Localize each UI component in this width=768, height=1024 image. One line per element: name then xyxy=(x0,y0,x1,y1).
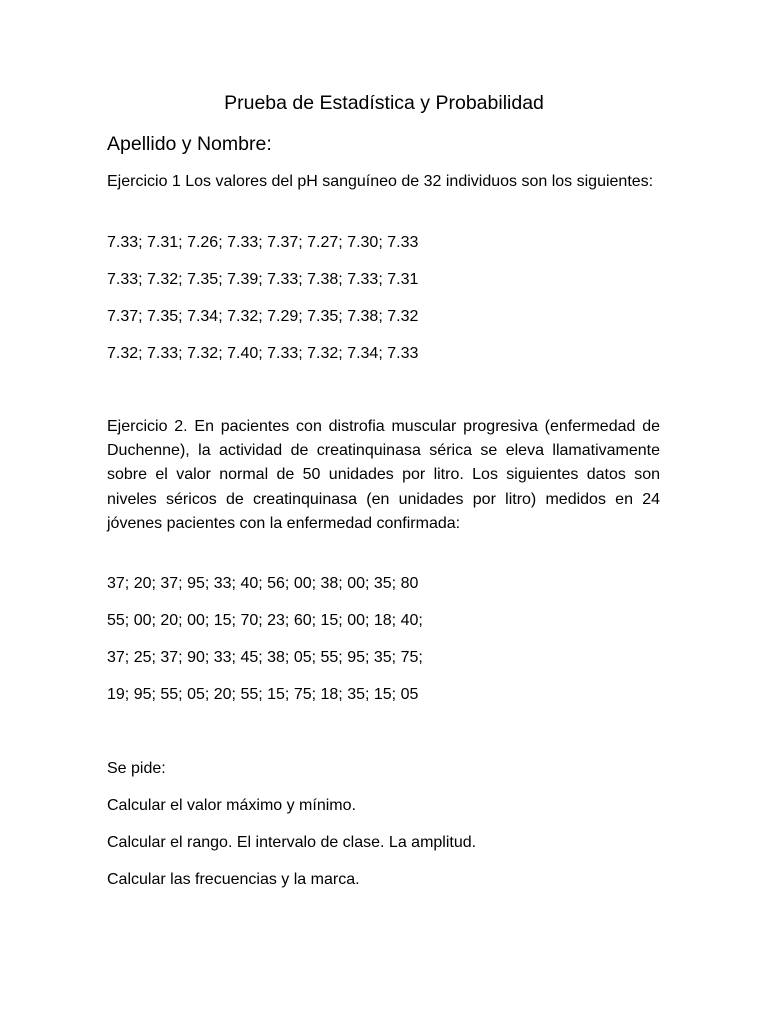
name-field-label: Apellido y Nombre: xyxy=(107,133,272,155)
document-title: Prueba de Estadística y Probabilidad xyxy=(224,92,544,114)
task-item-2: Calcular el rango. El intervalo de clase. La amplitud. xyxy=(107,834,477,851)
exercise2-data-row-1: 37; 20; 37; 95; 33; 40; 56; 00; 38; 00; 35; 80 xyxy=(107,575,419,592)
exercise1-data-row-1: 7.33; 7.31; 7.26; 7.33; 7.37; 7.27; 7.30; 7.33 xyxy=(107,234,419,251)
exercise1-data-row-2: 7.33; 7.32; 7.35; 7.39; 7.33; 7.38; 7.33; 7.31 xyxy=(107,271,419,288)
exercise2-data-row-2: 55; 00; 20; 00; 15; 70; 23; 60; 15; 00; 18; 40; xyxy=(107,612,423,629)
exercise1-data-row-4: 7.32; 7.33; 7.32; 7.40; 7.33; 7.32; 7.34; 7.33 xyxy=(107,345,419,362)
task-item-3: Calcular las frecuencias y la marca. xyxy=(107,871,360,888)
tasks-heading: Se pide: xyxy=(107,760,166,777)
task-item-1: Calcular el valor máximo y mínimo. xyxy=(107,797,356,814)
exercise2-statement: Ejercicio 2. En pacientes con distrofia muscular progresiva (enfermedad de Duchenne), la actividad de creatinquinasa sérica se eleva llamativamente sobre el valor normal de 50 unidades por litro. Los siguientes datos son niveles séricos de creatinquinasa (en unidades por litro) medidos en 24 jóvenes pacientes con la enfermedad confirmada: xyxy=(107,418,660,532)
exercise1-data-row-3: 7.37; 7.35; 7.34; 7.32; 7.29; 7.35; 7.38; 7.32 xyxy=(107,308,419,325)
exercise2-data-row-3: 37; 25; 37; 90; 33; 45; 38; 05; 55; 95; 35; 75; xyxy=(107,649,423,666)
exercise1-statement: Ejercicio 1 Los valores del pH sanguíneo de 32 individuos son los siguientes: xyxy=(107,173,654,190)
exercise2-data-row-4: 19; 95; 55; 05; 20; 55; 15; 75; 18; 35; 15; 05 xyxy=(107,686,419,703)
